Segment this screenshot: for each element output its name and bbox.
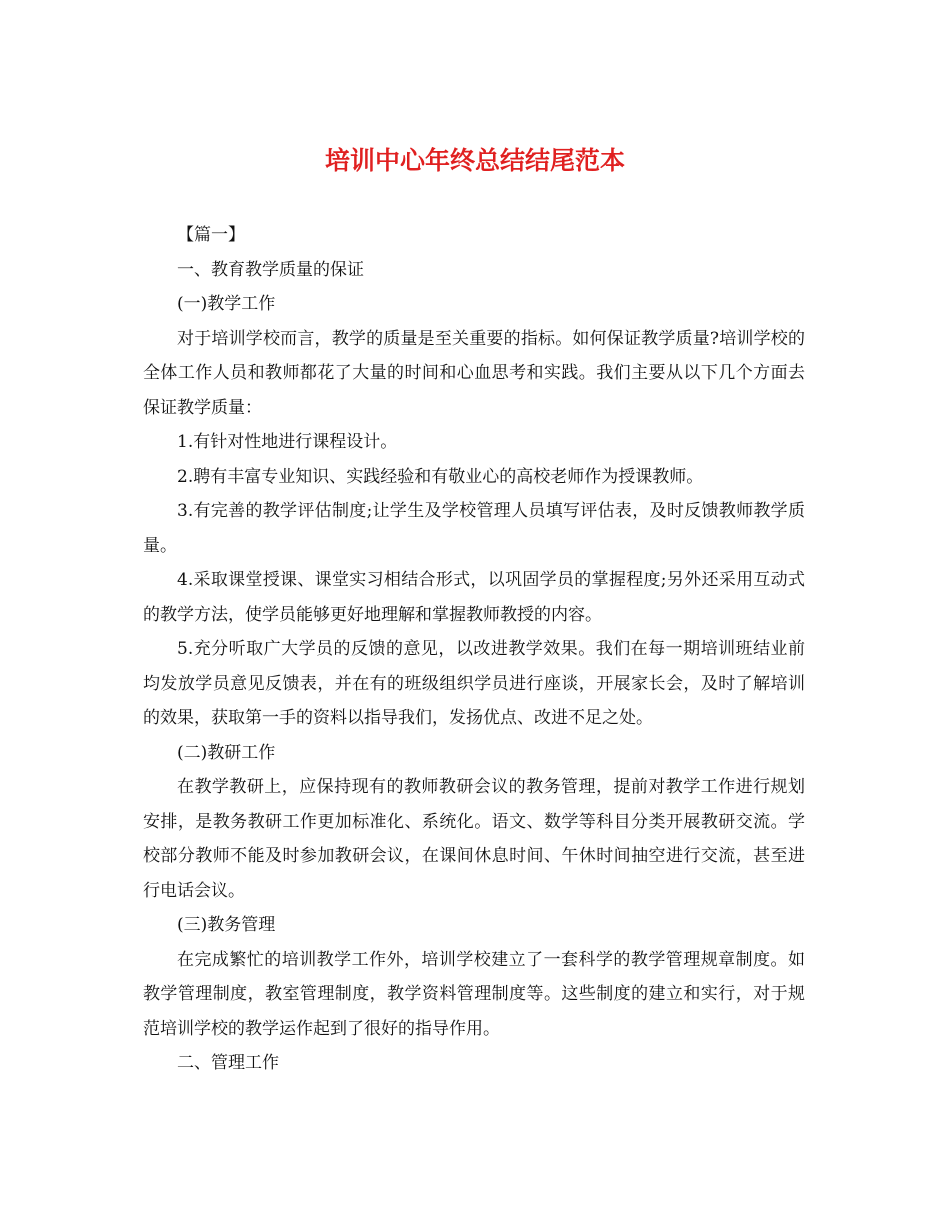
paragraph-teaching-quality: 对于培训学校而言，教学的质量是至关重要的指标。如何保证教学质量?培训学校的全体工作人员和教师都花了大量的时间和心血思考和实践。我们主要从以下几个方面去保证教学质量： — [143, 328, 805, 418]
document-title: 培训中心年终总结结尾范本 — [324, 146, 625, 175]
document-body — [143, 218, 805, 1081]
list-item-teaching-methods: 4.采取课堂授课、课堂实习相结合形式，以巩固学员的掌握程度;另外还采用互动式的教学方法，使学员能够更好地理解和掌握教师教授的内容。 — [143, 570, 805, 625]
list-item-course-design: 1.有针对性地进行课程设计。 — [177, 432, 398, 452]
paragraph-section-label: 【篇一】 — [177, 225, 245, 245]
list-item-feedback: 5.充分听取广大学员的反馈的意见，以改进教学效果。我们在每一期培训班结业前均发放学员意见反馈表，并在有的班级组织学员进行座谈，开展家长会，及时了解培训的效果，获取第一手的资料以指导我们，发扬优点、改进不足之处。 — [143, 639, 805, 728]
subheading-teaching-work: (一)教学工作 — [177, 294, 276, 314]
list-item-teachers: 2.聘有丰富专业知识、实践经验和有敬业心的高校老师作为授课教师。 — [177, 466, 704, 487]
subheading-academic-affairs: (三)教务管理 — [177, 915, 276, 935]
paragraph-research: 在教学教研上，应保持现有的教师教研会议的教务管理，提前对教学工作进行规划安排，是教务教研工作更加标准化、系统化。语文、数学等科目分类开展教研交流。学校部分教师不能及时参加教研会议，在课间休息时间、午休时间抽空进行交流，甚至进行电话会议。 — [143, 777, 805, 901]
heading-education-quality: 一、教育教学质量的保证 — [177, 259, 364, 280]
paragraph-academic-affairs: 在完成繁忙的培训教学工作外，培训学校建立了一套科学的教学管理规章制度。如教学管理制度，教室管理制度，教学资料管理制度等。这些制度的建立和实行，对于规范培训学校的教学运作起到了很好的指导作用。 — [143, 949, 805, 1039]
heading-management-work: 二、管理工作 — [177, 1053, 279, 1073]
list-item-evaluation: 3.有完善的教学评估制度;让学生及学校管理人员填写评估表，及时反馈教师教学质量。 — [143, 501, 805, 556]
subheading-research-work: (二)教研工作 — [177, 742, 276, 763]
